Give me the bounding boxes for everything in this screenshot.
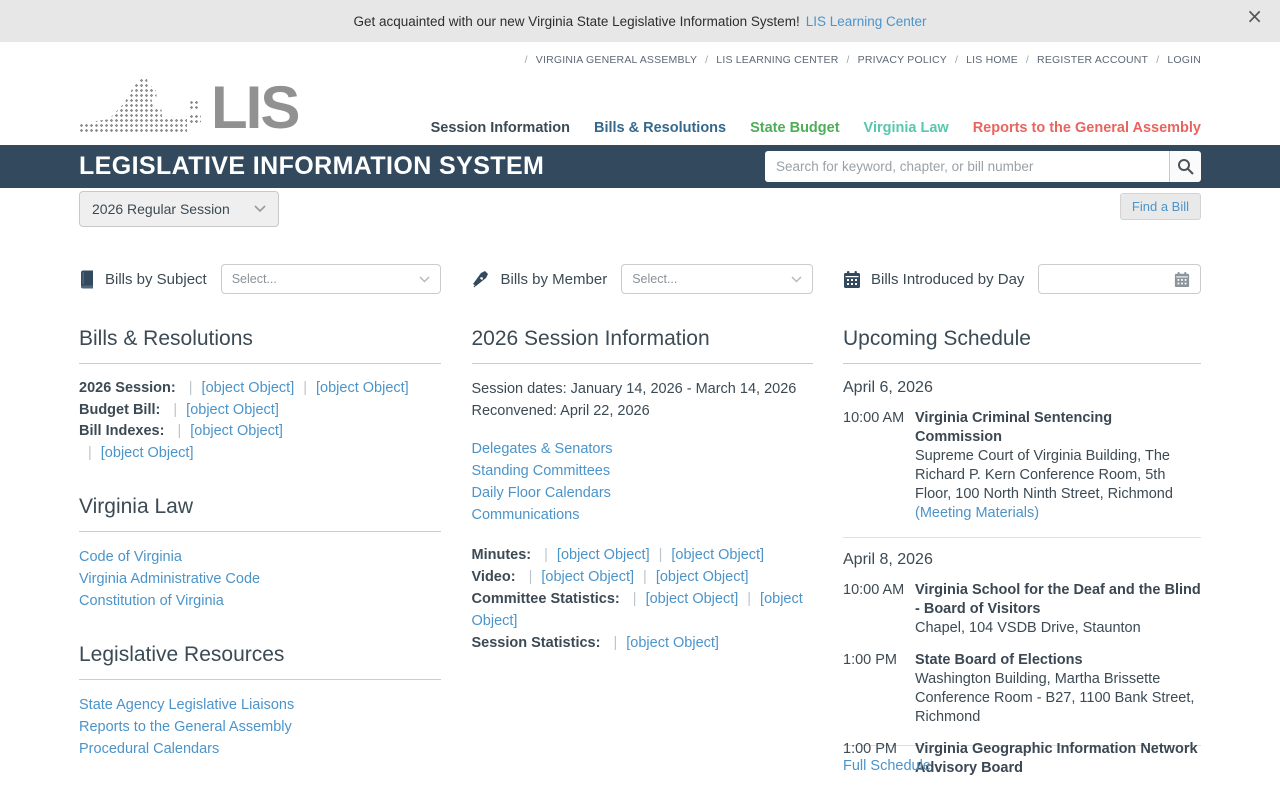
book-icon bbox=[79, 270, 95, 289]
search-icon bbox=[1177, 158, 1194, 175]
bills-resolutions-heading: Bills & Resolutions bbox=[79, 327, 441, 364]
banner-message: Get acquainted with our new Virginia State Legislative Information System! bbox=[353, 13, 800, 29]
chevron-down-icon bbox=[254, 205, 266, 213]
virginia-map-dotted-logo bbox=[79, 78, 201, 132]
close-icon[interactable]: × bbox=[1246, 4, 1263, 28]
logo-text: LIS bbox=[211, 74, 299, 142]
schedule-event bbox=[843, 409, 1201, 523]
column-session-information bbox=[472, 327, 813, 775]
inline-link[interactable]: | [object Object] bbox=[520, 569, 634, 585]
bills-by-subject-select[interactable]: Select... bbox=[221, 264, 441, 294]
utility-nav-link[interactable]: / REGISTER ACCOUNT bbox=[1018, 54, 1148, 66]
pen-nib-icon bbox=[472, 270, 491, 289]
utility-nav-link[interactable]: / PRIVACY POLICY bbox=[839, 54, 947, 66]
bills-by-subject-label: Bills by Subject bbox=[105, 270, 207, 288]
inline-link[interactable]: | [object Object] bbox=[604, 635, 718, 651]
info-row: Budget Bill: | [object Object] bbox=[79, 400, 441, 422]
info-row: Bill Indexes: | [object Object] bbox=[79, 421, 441, 443]
event-location: Washington Building, Martha Brissette Conference Room - B27, 1100 Bank Street, Richmond bbox=[915, 671, 1195, 725]
bills-by-subject-filter bbox=[79, 264, 441, 294]
virginia-law-heading: Virginia Law bbox=[79, 495, 441, 532]
list-link[interactable]: Code of Virginia bbox=[79, 549, 182, 565]
main-nav-link[interactable]: Reports to the General Assembly bbox=[972, 120, 1201, 136]
event-title: Virginia School for the Deaf and the Blind - Board of Visitors bbox=[915, 582, 1201, 617]
schedule-date: April 8, 2026 bbox=[843, 551, 933, 568]
session-info-lines bbox=[472, 378, 813, 422]
virginia-law-links bbox=[79, 546, 441, 612]
chevron-down-icon bbox=[419, 276, 430, 283]
event-location: Supreme Court of Virginia Building, The Richard P. Kern Conference Room, 5th Floor, 100 North Ninth Street, Richmond bbox=[915, 448, 1173, 502]
info-row bbox=[79, 443, 441, 465]
find-a-bill-button[interactable]: Find a Bill bbox=[1120, 193, 1201, 220]
chevron-down-icon bbox=[791, 276, 802, 283]
bills-introduced-by-day-input[interactable] bbox=[1038, 264, 1201, 294]
bills-by-member-filter bbox=[472, 264, 813, 294]
calendar-icon bbox=[843, 270, 861, 289]
inline-link[interactable]: | [object Object] bbox=[79, 445, 193, 461]
info-row: Video: | [object Object] | [object Object] bbox=[472, 566, 813, 588]
schedule-events bbox=[843, 409, 1201, 523]
inline-link[interactable]: | [object Object] bbox=[472, 591, 803, 629]
session-select[interactable] bbox=[79, 191, 279, 227]
info-row: Session Statistics: | [object Object] bbox=[472, 632, 813, 654]
utility-nav-link[interactable]: / LIS LEARNING CENTER bbox=[697, 54, 838, 66]
utility-nav-link[interactable]: / LOGIN bbox=[1148, 54, 1201, 66]
search-box bbox=[765, 151, 1201, 182]
main-nav bbox=[431, 120, 1201, 136]
main-content bbox=[79, 188, 1201, 775]
schedule-day-group bbox=[843, 550, 1201, 792]
info-row: 2026 Session: | [object Object] | [object Object] bbox=[79, 378, 441, 400]
legislative-resources-links bbox=[79, 694, 441, 760]
legislative-resources-heading: Legislative Resources bbox=[79, 643, 441, 680]
list-link[interactable]: Reports to the General Assembly bbox=[79, 719, 292, 735]
session-info-links bbox=[472, 438, 813, 526]
info-row: Minutes: | [object Object] | [object Object] bbox=[472, 544, 813, 566]
title-bar bbox=[0, 145, 1280, 188]
session-info-line: Session dates: January 14, 2026 - March 14, 2026 bbox=[471, 381, 797, 397]
inline-link[interactable]: | [object Object] bbox=[535, 547, 649, 563]
list-link[interactable]: Delegates & Senators bbox=[471, 441, 613, 457]
site-header bbox=[0, 42, 1280, 145]
list-link[interactable]: Procedural Calendars bbox=[79, 741, 220, 757]
inline-link[interactable]: | [object Object] bbox=[634, 569, 748, 585]
bills-introduced-by-day-label: Bills Introduced by Day bbox=[871, 270, 1025, 288]
list-link[interactable]: Standing Committees bbox=[471, 463, 611, 479]
bills-resolutions-rows bbox=[79, 378, 441, 464]
announcement-banner bbox=[0, 0, 1280, 42]
inline-link[interactable]: | [object Object] bbox=[294, 380, 408, 396]
event-title: Virginia Geographic Information Network Advisory Board bbox=[915, 741, 1198, 776]
event-time: 1:00 PM bbox=[843, 652, 897, 668]
row-links bbox=[180, 380, 409, 396]
row-links bbox=[168, 423, 282, 439]
inline-link[interactable]: | [object Object] bbox=[624, 591, 738, 607]
row-links bbox=[164, 402, 278, 418]
session-stats bbox=[472, 544, 813, 654]
page-title: LEGISLATIVE INFORMATION SYSTEM bbox=[79, 152, 545, 180]
column-upcoming-schedule bbox=[843, 327, 1201, 775]
list-link[interactable]: State Agency Legislative Liaisons bbox=[79, 697, 295, 713]
row-links bbox=[520, 569, 749, 585]
utility-nav-link[interactable]: / LIS HOME bbox=[947, 54, 1018, 66]
bills-by-member-label: Bills by Member bbox=[500, 270, 608, 288]
row-links bbox=[535, 547, 764, 563]
inline-link[interactable]: | [object Object] bbox=[168, 423, 282, 439]
event-time: 10:00 AM bbox=[843, 582, 905, 598]
main-nav-link[interactable]: Virginia Law bbox=[863, 120, 949, 136]
event-time: 1:00 PM bbox=[843, 741, 897, 757]
banner-learning-center-link[interactable]: LIS Learning Center bbox=[805, 13, 927, 29]
calendar-icon bbox=[1174, 271, 1190, 288]
full-schedule-link[interactable]: Full Schedule bbox=[843, 758, 931, 774]
main-nav-link[interactable]: State Budget bbox=[750, 120, 840, 136]
schedule-event bbox=[843, 581, 1201, 638]
lis-logo[interactable] bbox=[79, 74, 299, 142]
session-select-value: 2026 Regular Session bbox=[92, 201, 230, 217]
search-button[interactable] bbox=[1169, 151, 1201, 182]
session-information-heading: 2026 Session Information bbox=[472, 327, 813, 364]
schedule-events bbox=[843, 581, 1201, 778]
list-link[interactable]: Constitution of Virginia bbox=[79, 593, 224, 609]
schedule-day-group bbox=[843, 378, 1201, 538]
column-bills-resolutions bbox=[79, 327, 441, 775]
bills-introduced-by-day-filter bbox=[843, 264, 1201, 294]
event-title: State Board of Elections bbox=[915, 652, 1083, 668]
utility-nav-link[interactable]: / VIRGINIA GENERAL ASSEMBLY bbox=[517, 54, 698, 66]
event-time: 10:00 AM bbox=[843, 410, 905, 426]
main-nav-link[interactable]: Bills & Resolutions bbox=[593, 120, 727, 136]
event-title: Virginia Criminal Sentencing Commission bbox=[915, 410, 1113, 445]
info-row: Committee Statistics: | [object Object] | [object Object] bbox=[472, 588, 813, 632]
main-nav-link[interactable]: Session Information bbox=[430, 120, 570, 136]
list-link[interactable]: Daily Floor Calendars bbox=[471, 485, 611, 501]
upcoming-schedule-heading: Upcoming Schedule bbox=[843, 327, 1201, 364]
search-input[interactable] bbox=[765, 151, 1169, 182]
list-link[interactable]: Virginia Administrative Code bbox=[79, 571, 261, 587]
row-links bbox=[79, 445, 193, 461]
event-location: Chapel, 104 VSDB Drive, Staunton bbox=[915, 620, 1141, 636]
utility-nav bbox=[517, 54, 1201, 66]
schedule-date: April 6, 2026 bbox=[843, 379, 933, 396]
list-link[interactable]: Communications bbox=[471, 507, 580, 523]
inline-link[interactable]: | [object Object] bbox=[180, 380, 294, 396]
bills-by-member-select[interactable]: Select... bbox=[621, 264, 812, 294]
session-info-line: Reconvened: April 22, 2026 bbox=[471, 403, 650, 419]
inline-link[interactable]: | [object Object] bbox=[164, 402, 278, 418]
inline-link[interactable]: | [object Object] bbox=[650, 547, 764, 563]
meeting-materials-link[interactable]: (Meeting Materials) bbox=[915, 505, 1040, 521]
schedule-event bbox=[843, 651, 1201, 727]
row-links bbox=[604, 635, 718, 651]
